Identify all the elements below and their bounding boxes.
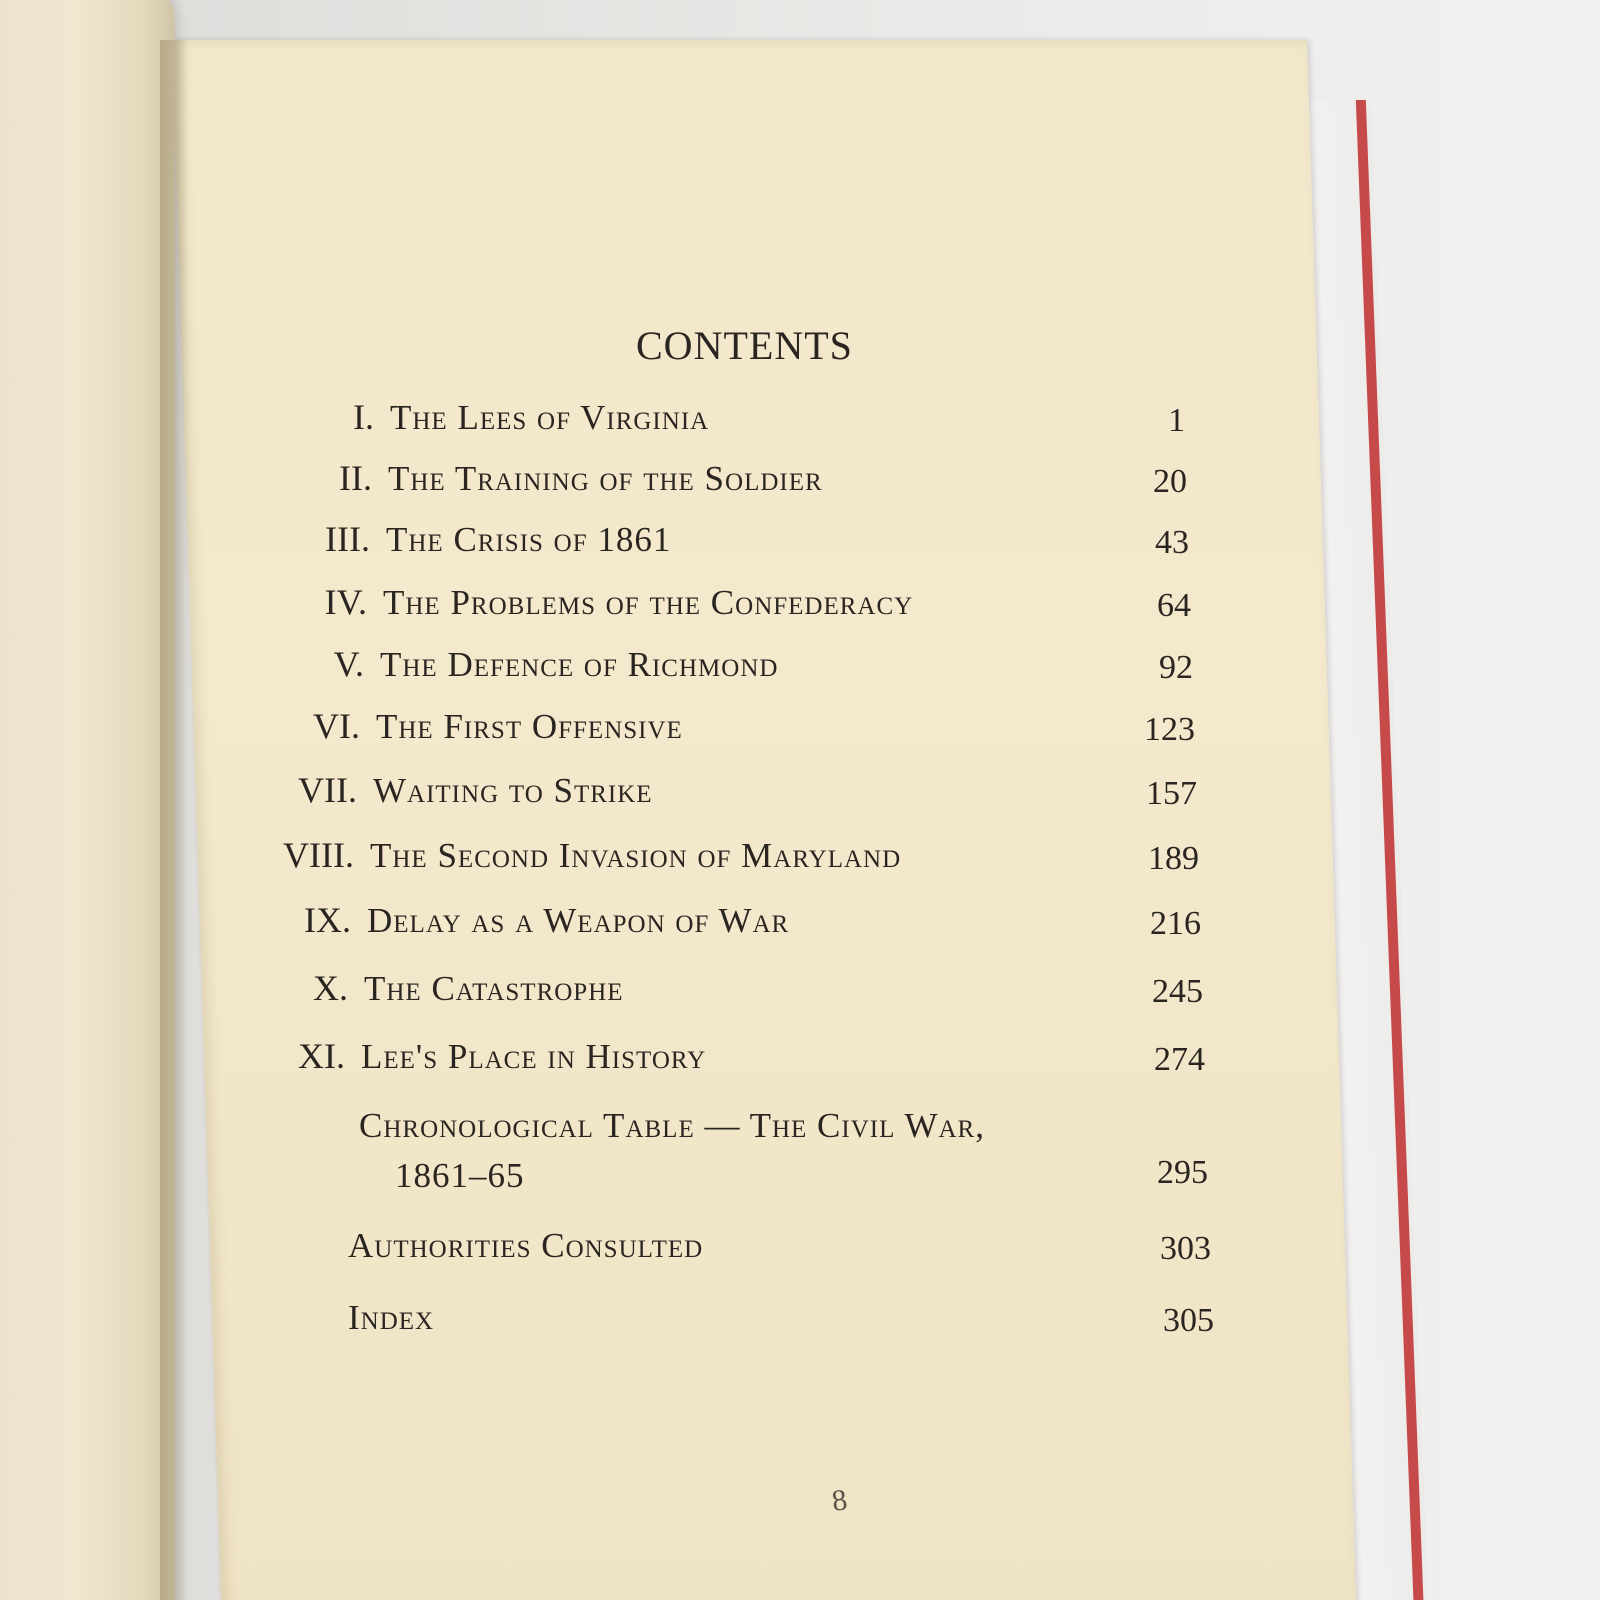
back-matter-page: 305 (1163, 1302, 1214, 1339)
chapter-title: The Catastrophe (364, 969, 624, 1008)
chapter-title: The Defence of Richmond (380, 645, 779, 684)
chapter-page: 20 (1153, 463, 1187, 500)
chapter-page: 92 (1159, 649, 1193, 686)
chapter-numeral: I. (353, 397, 374, 437)
chapter-title: Lee's Place in History (361, 1037, 707, 1076)
chapter-numeral: XI. (298, 1036, 345, 1076)
toc-entry (0, 518, 1600, 568)
toc-entry (0, 967, 1600, 1017)
toc-entry (0, 899, 1600, 949)
toc-entry (0, 1035, 1600, 1085)
contents-heading: CONTENTS (636, 323, 853, 368)
toc-entry (0, 581, 1600, 631)
chapter-title: The Lees of Virginia (390, 398, 710, 437)
page-gutter-shadow (160, 40, 190, 1600)
toc-entry (0, 769, 1600, 819)
back-matter-title-line2: 1861–65 (395, 1156, 525, 1195)
chapter-page: 245 (1152, 973, 1203, 1010)
chapter-title: The Training of the Soldier (388, 459, 823, 498)
chapter-numeral: IV. (324, 582, 367, 622)
toc-entry (0, 396, 1600, 446)
back-matter-page: 295 (1157, 1154, 1208, 1191)
chapter-numeral: II. (339, 458, 372, 498)
back-matter-page: 303 (1160, 1230, 1211, 1267)
toc-entry (0, 457, 1600, 507)
chapter-title: The Second Invasion of Maryland (370, 836, 902, 875)
chapter-page: 157 (1146, 775, 1197, 812)
contents-page (172, 40, 1357, 1600)
chapter-title: The Problems of the Confederacy (383, 583, 914, 622)
back-matter-title: Chronological Table — The Civil War, (359, 1106, 985, 1145)
chapter-title: The Crisis of 1861 (386, 520, 672, 559)
toc-entry (0, 643, 1600, 693)
chapter-numeral: VII. (298, 770, 357, 810)
chapter-page: 43 (1155, 524, 1189, 561)
chapter-numeral: III. (325, 519, 370, 559)
back-matter-title: Index (348, 1298, 435, 1337)
chapter-page: 189 (1148, 840, 1199, 877)
toc-entry (0, 705, 1600, 755)
chapter-numeral: VI. (313, 706, 360, 746)
chapter-page: 123 (1144, 711, 1195, 748)
chapter-title: Delay as a Weapon of War (367, 901, 790, 940)
chapter-numeral: IX. (304, 900, 351, 940)
toc-entry (0, 834, 1600, 884)
toc-back-matter-entry (0, 1224, 1600, 1274)
back-matter-title: Authorities Consulted (348, 1226, 704, 1265)
chapter-title: The First Offensive (376, 707, 683, 746)
toc-back-matter-entry (0, 1296, 1600, 1346)
chapter-page: 64 (1157, 587, 1191, 624)
chapter-page: 216 (1150, 905, 1201, 942)
toc-back-matter-entry (0, 1104, 1600, 1214)
chapter-numeral: V. (333, 644, 364, 684)
chapter-page: 1 (1168, 402, 1185, 439)
chapter-page: 274 (1154, 1041, 1205, 1078)
chapter-title: Waiting to Strike (373, 771, 653, 810)
page-folio: 8 (829, 1483, 850, 1518)
chapter-numeral: X. (313, 968, 348, 1008)
chapter-numeral: VIII. (283, 835, 354, 875)
